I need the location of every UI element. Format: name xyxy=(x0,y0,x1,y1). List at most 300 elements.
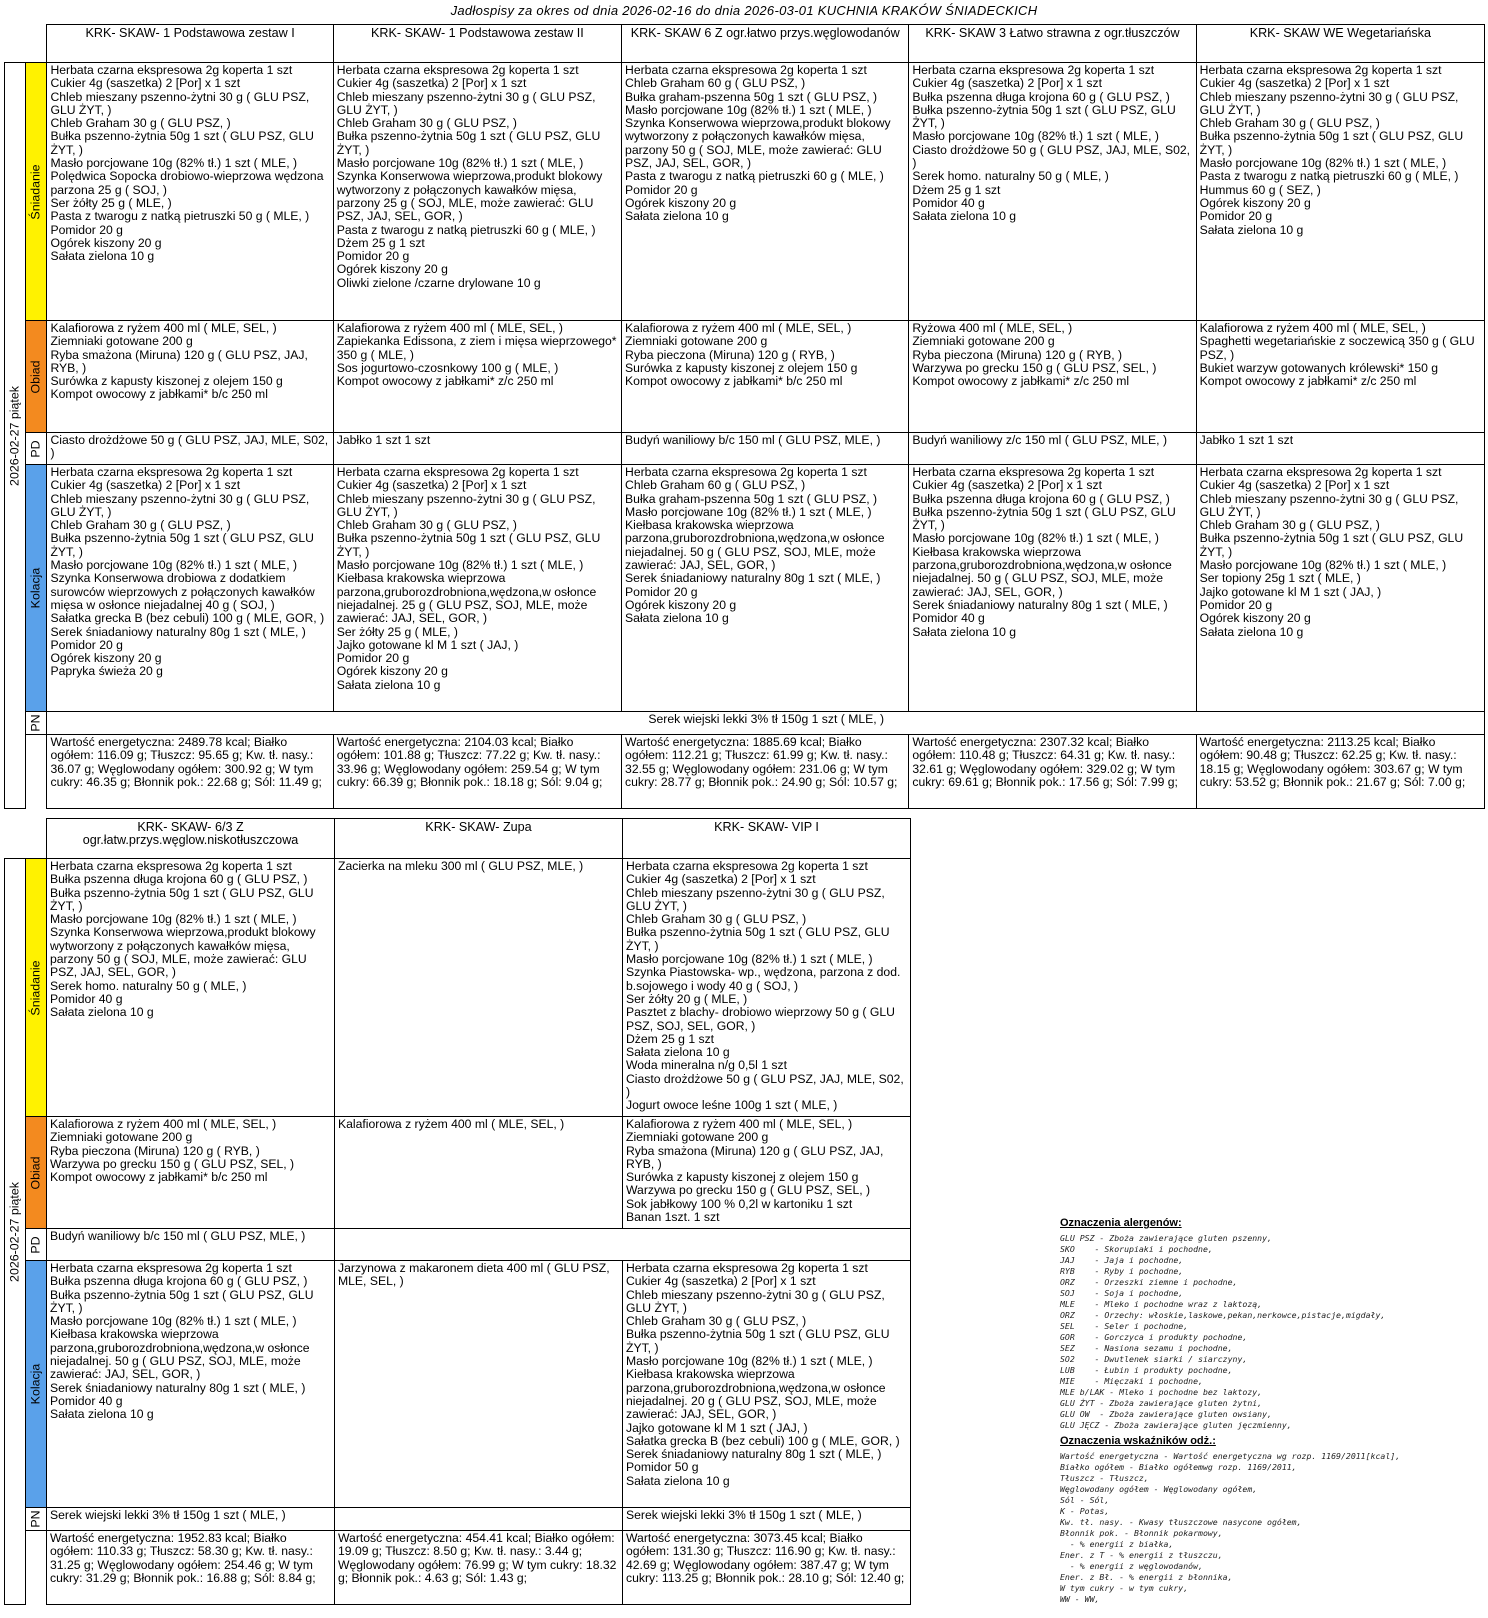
menu-item: Polędwica Sopocka drobiowo-wieprzowa wędzona parzona 25 g ( SOJ, ) xyxy=(50,169,324,197)
menu-item: Masło porcjowane 10g (82% tł.) 1 szt ( MLE, ) xyxy=(1199,156,1447,171)
meal-row-pd xyxy=(5,1229,911,1261)
menu-item: Cukier 4g (saszetka) 2 [Por] x 1 szt xyxy=(336,76,527,91)
menu-item: Pomidor 20 g xyxy=(625,182,698,197)
menu-item: Kalafiorowa z ryżem 400 ml ( MLE, SEL, ) xyxy=(50,1117,277,1131)
menu-item: Bułka pszenno-żytnia 50g 1 szt ( GLU PSZ, GLU ŻYT, ) xyxy=(626,1327,890,1355)
menu-item: Chleb Graham 30 g ( GLU PSZ, ) xyxy=(50,518,231,533)
menu-cell xyxy=(47,63,333,321)
menu-item: Bukiet warzyw gotowanych królewski* 150 g xyxy=(1199,360,1439,375)
menu-item: Pomidor 40 g xyxy=(50,1393,123,1408)
menu-item: Ogórek kiszony 20 g xyxy=(336,262,448,277)
menu-item: Bułka graham-pszenna 50g 1 szt ( GLU PSZ, ) xyxy=(625,491,878,506)
meal-label: Obiad xyxy=(28,1155,43,1190)
menu-item: Sałatka grecka B (bez cebuli) 100 g ( MLE, GOR, ) xyxy=(50,611,325,626)
page-title: Jadłospisy za okres od dnia 2026-02-16 do dnia 2026-03-01 KUCHNIA KRAKÓW ŚNIADECKICH xyxy=(450,3,1038,18)
menu-item: Pomidor 20 g xyxy=(336,651,410,666)
legend-line: - % energii z białka, xyxy=(1060,1539,1174,1549)
menu-item: Chleb mieszany pszenno-żytni 30 g ( GLU PSZ, GLU ŻYT, ) xyxy=(336,491,596,519)
menu-item: Sałatka grecka B (bez cebuli) 100 g ( MLE, GOR, ) xyxy=(626,1433,900,1448)
menu-item: Sałata zielona 10 g xyxy=(912,209,1017,224)
meal-label-cell xyxy=(26,1117,47,1229)
menu-item: Masło porcjowane 10g (82% tł.) 1 szt ( MLE, ) xyxy=(1199,558,1447,573)
legend-line: SEL - Seler i pochodne, xyxy=(1060,1321,1189,1331)
menu-item: Masło porcjowane 10g (82% tł.) 1 szt ( MLE, ) xyxy=(336,558,584,573)
menu-item: Ryba pieczona (Miruna) 120 g ( RYB, ) xyxy=(50,1143,260,1158)
menu-item: Ziemniaki gotowane 200 g xyxy=(50,334,193,349)
menu-item: Masło porcjowane 10g (82% tł.) 1 szt ( MLE, ) xyxy=(50,156,298,171)
allergen-legend-title: Oznaczenia alergenów: xyxy=(1060,1217,1182,1229)
legend-line: - % energii z węglowodanów, xyxy=(1060,1561,1203,1571)
menu-item: Sałata zielona 10 g xyxy=(626,1473,730,1488)
legend-line: GOR - Gorczyca i produkty pochodne, xyxy=(1060,1332,1248,1342)
menu-cell xyxy=(1196,63,1484,321)
menu-item: Pomidor 40 g xyxy=(50,991,123,1006)
menu-item: Warzywa po grecku 150 g ( GLU PSZ, SEL, ) xyxy=(50,1156,295,1171)
menu-cell xyxy=(622,321,909,433)
date-cell xyxy=(5,859,26,1605)
menu-item: Bułka pszenno-żytnia 50g 1 szt ( GLU PSZ, GLU ŻYT, ) xyxy=(50,1287,314,1315)
menu-item: Bułka pszenna długa krojona 60 g ( GLU PSZ, ) xyxy=(50,1274,308,1289)
menu-item: Dżem 25 g 1 szt xyxy=(912,182,1001,197)
menu-item: Kalafiorowa z ryżem 400 ml ( MLE, SEL, ) xyxy=(1199,321,1426,335)
menu-item: Jajko gotowane kl M 1 szt ( JAJ, ) xyxy=(336,637,519,652)
nutrition-cell: Wartość energetyczna: 2113.25 kcal; Białko ogółem: 90.48 g; Tłuszcz: 62.25 g; Kw. tł. nasy.: 18.15 g; Węglowodany ogółem: 303.67 g; W tym cukry: 53.52 g; Błonnik pok.: 21.67 g; Sól: 7.00 g; xyxy=(1196,735,1484,809)
menu-item: Ser żółty 25 g ( MLE, ) xyxy=(50,195,172,210)
legend xyxy=(1060,1217,1480,1605)
legend-line: SEZ - Nasiona sezamu i pochodne, xyxy=(1060,1343,1233,1353)
menu-cell xyxy=(333,433,621,465)
menu-item: Sałata zielona 10 g xyxy=(626,1045,730,1060)
menu-item: Herbata czarna ekspresowa 2g koperta 1 szt xyxy=(1199,465,1442,479)
menu-item: Bułka pszenno-żytnia 50g 1 szt ( GLU PSZ, GLU ŻYT, ) xyxy=(1199,531,1464,559)
menu-item: Masło porcjowane 10g (82% tł.) 1 szt ( MLE, ) xyxy=(912,129,1159,144)
menu-item: Cukier 4g (saszetka) 2 [Por] x 1 szt xyxy=(50,478,241,493)
nutrition-cell: Wartość energetyczna: 3073.45 kcal; Białko ogółem: 131.30 g; Tłuszcz: 116.90 g; Kw. tł. nasy.: 42.69 g; Węglowodany ogółem: 387.47 g; W tym cukry: 113.25 g; Błonnik pok.: 28.10 g; Sól: 12.40 g; xyxy=(623,1531,911,1605)
menu-item: Budyń waniliowy b/c 150 ml ( GLU PSZ, MLE, ) xyxy=(625,433,881,447)
legend-line: SKO - Skorupiaki i pochodne, xyxy=(1060,1244,1213,1254)
menu-item: Kalafiorowa z ryżem 400 ml ( MLE, SEL, ) xyxy=(50,321,277,335)
menu-item: Kalafiorowa z ryżem 400 ml ( MLE, SEL, ) xyxy=(336,321,563,335)
menu-item: Ryba smażona (Miruna) 120 g ( GLU PSZ, JAJ, RYB, ) xyxy=(626,1143,884,1171)
nutrition-legend-title: Oznaczenia wskaźników odż.: xyxy=(1060,1435,1216,1447)
legend-line: Węglowodany ogółem - Węglowodany ogółem, xyxy=(1060,1484,1258,1494)
menu-item: Herbata czarna ekspresowa 2g koperta 1 szt xyxy=(625,465,867,479)
menu-item: Jajko gotowane kl M 1 szt ( JAJ, ) xyxy=(626,1420,808,1435)
menu-item: Masło porcjowane 10g (82% tł.) 1 szt ( MLE, ) xyxy=(626,952,873,967)
meal-label-cell xyxy=(26,712,47,735)
menu-item: Serek homo. naturalny 50 g ( MLE, ) xyxy=(912,169,1109,184)
legend-line: GLU ŻYT - Zboża zawierające gluten żytni, xyxy=(1060,1398,1263,1408)
menu-cell xyxy=(333,321,621,433)
menu-cell xyxy=(909,63,1196,321)
menu-item: Ciasto drożdżowe 50 g ( GLU PSZ, JAJ, MLE, S02, ) xyxy=(50,433,329,461)
menu-item: Ogórek kiszony 20 g xyxy=(1199,195,1311,210)
menu-item: Pomidor 20 g xyxy=(336,249,410,264)
meal-label: Śniadanie xyxy=(28,959,43,1016)
menu-item: Surówka z kapusty kiszonej z olejem 150 g xyxy=(50,374,283,389)
legend-line: Ener. z T - % energii z tłuszczu, xyxy=(1060,1550,1223,1560)
meal-label: Kolacja xyxy=(28,1363,43,1405)
meal-label-cell xyxy=(26,465,47,712)
menu-item: Cukier 4g (saszetka) 2 [Por] x 1 szt xyxy=(1199,478,1390,493)
menu-cell xyxy=(335,859,623,1117)
menu-item: Herbata czarna ekspresowa 2g koperta 1 szt xyxy=(50,63,293,77)
menu-item: Herbata czarna ekspresowa 2g koperta 1 szt xyxy=(1199,63,1442,77)
menu-item: Cukier 4g (saszetka) 2 [Por] x 1 szt xyxy=(1199,76,1390,91)
menu-item: Serek śniadaniowy naturalny 80g 1 szt ( MLE, ) xyxy=(50,624,306,639)
meal-label: PN xyxy=(28,714,43,732)
menu-item: Ogórek kiszony 20 g xyxy=(50,235,162,250)
menu-item: Herbata czarna ekspresowa 2g koperta 1 szt xyxy=(50,859,292,873)
menu-item: Cukier 4g (saszetka) 2 [Por] x 1 szt xyxy=(912,478,1102,493)
menu-item: Serek śniadaniowy naturalny 80g 1 szt ( MLE, ) xyxy=(625,571,881,586)
menu-item: Sałata zielona 10 g xyxy=(625,209,729,224)
menu-cell xyxy=(623,1117,911,1229)
menu-cell xyxy=(909,321,1196,433)
menu-item: Hummus 60 g ( SEZ, ) xyxy=(1199,182,1321,197)
legend-line: W tym cukry - w tym cukry, xyxy=(1060,1583,1189,1593)
menu-item: Kiełbasa krakowska wieprzowa parzona,gruborozdrobniona,wędzona,w osłonce niejadalnej. 50 g ( GLU PSZ, SOJ, MLE, może zawierać: JAJ, SEL, GOR, ) xyxy=(912,544,1172,599)
menu-item: Jajko gotowane kl M 1 szt ( JAJ, ) xyxy=(1199,584,1382,599)
meal-row-sniadanie xyxy=(5,859,911,1117)
menu-item: Herbata czarna ekspresowa 2g koperta 1 szt xyxy=(336,63,579,77)
menu-item: Herbata czarna ekspresowa 2g koperta 1 szt xyxy=(336,465,579,479)
allergen-legend-list xyxy=(1060,1233,1480,1431)
legend-line: LUB - Łubin i produkty pochodne, xyxy=(1060,1365,1233,1375)
legend-line: SO2 - Dwutlenek siarki / siarczyny, xyxy=(1060,1354,1248,1364)
menu-cell xyxy=(1196,465,1484,712)
menu-item: Dżem 25 g 1 szt xyxy=(336,235,425,250)
menu-item: Ciasto drożdżowe 50 g ( GLU PSZ, JAJ, MLE, S02, ) xyxy=(912,142,1191,171)
menu-item: Sałata zielona 10 g xyxy=(1199,624,1304,639)
menu-item: Bułka pszenno-żytnia 50g 1 szt ( GLU PSZ, GLU ŻYT, ) xyxy=(912,102,1176,131)
nutrition-cell: Wartość energetyczna: 2104.03 kcal; Białko ogółem: 101.88 g; Tłuszcz: 77.22 g; Kw. tł. nasy.: 33.96 g; Węglowodany ogółem: 259.54 g; W tym cukry: 66.39 g; Błonnik pok.: 18.18 g; Sól: 9.04 g; xyxy=(333,735,621,809)
menu-item: Oliwki zielone /czarne drylowane 10 g xyxy=(336,275,541,290)
menu-item: Kompot owocowy z jabłkami* b/c 250 ml xyxy=(50,387,268,402)
menu-item: Cukier 4g (saszetka) 2 [Por] x 1 szt xyxy=(50,76,241,91)
menu-item: Pomidor 20 g xyxy=(1199,209,1273,224)
menu-item: Pomidor 50 g xyxy=(626,1460,699,1475)
legend-line: Tłuszcz - Tłuszcz, xyxy=(1060,1473,1149,1483)
menu-item: Chleb mieszany pszenno-żytni 30 g ( GLU PSZ, GLU ŻYT, ) xyxy=(1199,491,1459,519)
menu-item: Ogórek kiszony 20 g xyxy=(625,597,737,612)
menu-item: Chleb Graham 30 g ( GLU PSZ, ) xyxy=(336,518,517,533)
menu-item: Kiełbasa krakowska wieprzowa parzona,gruborozdrobniona,wędzona,w osłonce niejadalnej. 50 g ( GLU PSZ, SOJ, MLE, może zawierać: JAJ, SEL, GOR, ) xyxy=(50,1327,310,1382)
menu-item: Ryba smażona (Miruna) 120 g ( GLU PSZ, JAJ, RYB, ) xyxy=(50,347,308,375)
menu-item: Bułka pszenno-żytnia 50g 1 szt ( GLU PSZ, GLU ŻYT, ) xyxy=(50,885,314,913)
legend-line: MLE b/LAK - Mleko i pochodne bez laktozy, xyxy=(1060,1387,1263,1397)
nutrition-cell: Wartość energetyczna: 1952.83 kcal; Białko ogółem: 110.33 g; Tłuszcz: 58.30 g; Kw. tł. nasy.: 31.25 g; Węglowodany ogółem: 254.46 g; W tym cukry: 31.29 g; Błonnik pok.: 16.88 g; Sól: 8.84 g; xyxy=(47,1531,335,1605)
menu-item: Pasta z twarogu z natką pietruszki 60 g ( MLE, ) xyxy=(1199,169,1459,184)
menu-item: Szynka Konserwowa wieprzowa,produkt blokowy wytworzony z połączonych kawałków mięsa, parzony 50 g ( SOJ, MLE, może zawierać: GLU PSZ, JAJ, SEL, GOR, ) xyxy=(50,925,316,980)
menu-item: Kiełbasa krakowska wieprzowa parzona,gruborozdrobniona,wędzona,w osłonce niejadalnej. 50 g ( GLU PSZ, SOJ, MLE, może zawierać: JAJ, SEL, GOR, ) xyxy=(625,518,885,573)
menu-item: Pomidor 20 g xyxy=(625,584,698,599)
legend-line: SOJ - Soja i pochodne, xyxy=(1060,1288,1184,1298)
nutrition-cell: Wartość energetyczna: 2489.78 kcal; Białko ogółem: 116.09 g; Tłuszcz: 95.65 g; Kw. tł. nasy.: 36.07 g; Węglowodany ogółem: 300.92 g; W tym cukry: 46.35 g; Błonnik pok.: 22.68 g; Sól: 11.49 g; xyxy=(47,735,333,809)
legend-line: GLU OW - Zboża zawierające gluten owsiany, xyxy=(1060,1409,1272,1419)
menu-item: Jogurt owoce leśne 100g 1 szt ( MLE, ) xyxy=(626,1098,838,1113)
menu-cell xyxy=(47,433,333,465)
menu-item: Sałata zielona 10 g xyxy=(336,677,441,692)
menu-item: Pomidor 20 g xyxy=(50,222,123,237)
legend-line: Ener. z Bł. - % energii z błonnika, xyxy=(1060,1572,1233,1582)
meal-row-kolacja xyxy=(5,1261,911,1508)
menu-item: Ser żółty 20 g ( MLE, ) xyxy=(626,991,748,1006)
menu-item: Kalafiorowa z ryżem 400 ml ( MLE, SEL, ) xyxy=(625,321,852,335)
menu-item: Szynka Piastowska- wp., wędzona, parzona z dod. b.sojowego i wody 40 g ( SOJ, ) xyxy=(626,965,901,993)
menu-cell xyxy=(909,465,1196,712)
menu-item: Pasta z twarogu z natką pietruszki 60 g ( MLE, ) xyxy=(625,169,884,184)
menu-cell xyxy=(623,859,911,1117)
legend-line: ORZ - Orzechy: włoskie,laskowe,pekan,nerkowce,pistacje,migdały, xyxy=(1060,1310,1386,1320)
date-cell xyxy=(5,63,26,809)
menu-item: Zacierka na mleku 300 ml ( GLU PSZ, MLE, ) xyxy=(338,859,584,873)
menu-cell xyxy=(47,1261,335,1508)
menu-item: Herbata czarna ekspresowa 2g koperta 1 szt xyxy=(626,1261,868,1275)
menu-item: Spaghetti wegetariańskie z soczewicą 350 g ( GLU PSZ, ) xyxy=(1199,334,1475,362)
diet-header: KRK- SKAW- VIP I xyxy=(623,819,911,859)
menu-item: Herbata czarna ekspresowa 2g koperta 1 szt xyxy=(912,465,1155,479)
menu-item: Bułka pszenno-żytnia 50g 1 szt ( GLU PSZ, GLU ŻYT, ) xyxy=(912,504,1176,533)
menu-item: Zapiekanka Edissona, z ziem i mięsa wieprzowego* 350 g ( MLE, ) xyxy=(336,334,617,362)
menu-item: Jabłko 1 szt 1 szt xyxy=(1199,433,1294,447)
empty-cell xyxy=(335,1229,911,1261)
menu-item: Warzywa po grecku 150 g ( GLU PSZ, SEL, ) xyxy=(626,1183,871,1198)
meal-row-kolacja xyxy=(5,465,1485,712)
legend-line: Białko ogółem - Białko ogółemwg rozp. 1169/2011, xyxy=(1060,1462,1297,1472)
menu-item: Ogórek kiszony 20 g xyxy=(336,664,448,679)
menu-item: Herbata czarna ekspresowa 2g koperta 1 szt xyxy=(50,1261,292,1275)
menu-item: Bułka pszenna długa krojona 60 g ( GLU PSZ, ) xyxy=(50,872,308,887)
menu-item: Ser żółty 25 g ( MLE, ) xyxy=(336,624,458,639)
legend-line: Wartość energetyczna - Wartość energetyczna wg rozp. 1169/2011[kcal], xyxy=(1060,1451,1401,1461)
menu-item: Herbata czarna ekspresowa 2g koperta 1 szt xyxy=(50,465,293,479)
header-row xyxy=(5,25,1485,63)
menu-item: Chleb mieszany pszenno-żytni 30 g ( GLU PSZ, GLU ŻYT, ) xyxy=(626,885,885,913)
legend-line: Kw. tł. nasy. - Kwasy tłuszczowe nasycone ogółem, xyxy=(1060,1517,1302,1527)
meal-label: Obiad xyxy=(28,359,43,394)
menu-item: Bułka pszenno-żytnia 50g 1 szt ( GLU PSZ, GLU ŻYT, ) xyxy=(50,129,314,157)
menu-item: Pomidor 20 g xyxy=(1199,597,1273,612)
menu-item: Surówka z kapusty kiszonej z olejem 150 g xyxy=(625,360,858,375)
menu-cell xyxy=(47,465,333,712)
nutrition-legend-list xyxy=(1060,1451,1480,1605)
menu-item: Papryka świeża 20 g xyxy=(50,664,163,679)
menu-item: Chleb Graham 60 g ( GLU PSZ, ) xyxy=(625,76,806,91)
menu-item: Ogórek kiszony 20 g xyxy=(1199,611,1311,626)
menu-item: Budyń waniliowy z/c 150 ml ( GLU PSZ, MLE, ) xyxy=(912,433,1168,447)
menu-item: Sałata zielona 10 g xyxy=(50,249,155,264)
menu-item: Pasztet z blachy- drobiowo wieprzowy 50 g ( GLU PSZ, SOJ, SEL, GOR, ) xyxy=(626,1005,895,1033)
menu-item: Sałata zielona 10 g xyxy=(1199,222,1304,237)
menu-table-1 xyxy=(4,24,1485,809)
menu-item: Cukier 4g (saszetka) 2 [Por] x 1 szt xyxy=(626,1274,816,1289)
menu-item: Ogórek kiszony 20 g xyxy=(625,195,737,210)
nutrition-row xyxy=(5,1531,911,1605)
diet-header: KRK- SKAW 6 Z ogr.łatwo przys.węglowodanów xyxy=(622,25,909,63)
menu-cell xyxy=(47,1117,335,1229)
menu-item: Pomidor 40 g xyxy=(912,195,985,210)
menu-item: Herbata czarna ekspresowa 2g koperta 1 szt xyxy=(912,63,1155,77)
menu-item: Serek homo. naturalny 50 g ( MLE, ) xyxy=(50,978,247,993)
meal-label: PN xyxy=(28,1510,43,1528)
menu-cell xyxy=(622,63,909,321)
meal-row-pn xyxy=(5,1508,911,1531)
legend-line: ORZ - Orzeszki ziemne i pochodne, xyxy=(1060,1277,1238,1287)
menu-cell xyxy=(335,1117,623,1229)
menu-item: Masło porcjowane 10g (82% tł.) 1 szt ( MLE, ) xyxy=(625,102,872,117)
menu-cell xyxy=(335,1508,623,1531)
menu-item: Pomidor 20 g xyxy=(50,637,123,652)
meal-label-cell xyxy=(26,859,47,1117)
menu-item: Bułka pszenno-żytnia 50g 1 szt ( GLU PSZ, GLU ŻYT, ) xyxy=(1199,129,1464,157)
menu-item: Chleb Graham 60 g ( GLU PSZ, ) xyxy=(625,478,806,493)
menu-item: Kalafiorowa z ryżem 400 ml ( MLE, SEL, ) xyxy=(338,1117,565,1131)
legend-line: Sól - Sól, xyxy=(1060,1495,1110,1505)
menu-item: Chleb Graham 30 g ( GLU PSZ, ) xyxy=(1199,518,1380,533)
menu-item: Chleb Graham 30 g ( GLU PSZ, ) xyxy=(626,912,807,927)
menu-item: Banan 1szt. 1 szt xyxy=(626,1210,720,1225)
meal-row-pn xyxy=(5,712,1485,735)
meal-row-pd xyxy=(5,433,1485,465)
menu-item: Sałata zielona 10 g xyxy=(912,624,1017,639)
menu-item: Chleb mieszany pszenno-żytni 30 g ( GLU PSZ, GLU ŻYT, ) xyxy=(1199,89,1459,117)
meal-label: PD xyxy=(28,439,43,458)
menu-item: Bułka pszenno-żytnia 50g 1 szt ( GLU PSZ, GLU ŻYT, ) xyxy=(626,925,890,953)
menu-cell xyxy=(47,321,333,433)
nutrition-cell: Wartość energetyczna: 454.41 kcal; Białko ogółem: 19.09 g; Tłuszcz: 8.50 g; Kw. tł. nasy.: 3.44 g; Węglowodany ogółem: 76.99 g; W tym cukry: 18.32 g; Błonnik pok.: 4.63 g; Sól: 1.43 g; xyxy=(335,1531,623,1605)
menu-item: Pasta z twarogu z natką pietruszki 60 g ( MLE, ) xyxy=(336,222,596,237)
menu-item: Sok jabłkowy 100 % 0,2l w kartoniku 1 szt xyxy=(626,1196,853,1211)
legend-line: MIE - Mięczaki i pochodne, xyxy=(1060,1376,1203,1386)
menu-item: Szynka Konserwowa wieprzowa,produkt blokowy wytworzony z połączonych kawałków mięsa, parzony 50 g ( SOJ, MLE, może zawierać: GLU PSZ, JAJ, SEL, GOR, ) xyxy=(625,116,891,171)
diet-header: KRK- SKAW- 1 Podstawowa zestaw II xyxy=(333,25,621,63)
meal-label-cell xyxy=(26,321,47,433)
menu-item: Ryba pieczona (Miruna) 120 g ( RYB, ) xyxy=(625,347,835,362)
meal-row-obiad xyxy=(5,321,1485,433)
diet-header: KRK- SKAW WE Wegetariańska xyxy=(1196,25,1484,63)
menu-item: Bułka pszenno-żytnia 50g 1 szt ( GLU PSZ, GLU ŻYT, ) xyxy=(336,531,601,559)
menu-item: Serek śniadaniowy naturalny 80g 1 szt ( MLE, ) xyxy=(626,1447,882,1462)
menu-item: Dżem 25 g 1 szt xyxy=(626,1031,715,1046)
meal-label-cell xyxy=(26,63,47,321)
menu-item: Serek śniadaniowy naturalny 80g 1 szt ( MLE, ) xyxy=(912,597,1168,612)
meal-label: Kolacja xyxy=(28,567,43,609)
menu-item: Sos jogurtowo-czosnkowy 100 g ( MLE, ) xyxy=(336,360,559,375)
legend-line: GLU JĘCZ - Zboża zawierające gluten jęczmienny, xyxy=(1060,1420,1292,1430)
menu-cell xyxy=(1196,321,1484,433)
nutrition-cell: Wartość energetyczna: 2307.32 kcal; Białko ogółem: 110.48 g; Tłuszcz: 64.31 g; Kw. tł. nasy.: 32.61 g; Węglowodany ogółem: 329.02 g; W tym cukry: 69.61 g; Błonnik pok.: 17.56 g; Sól: 7.99 g; xyxy=(909,735,1196,809)
menu-cell xyxy=(622,433,909,465)
menu-item: Bułka pszenna długa krojona 60 g ( GLU PSZ, ) xyxy=(912,89,1170,104)
menu-item: Bułka pszenna długa krojona 60 g ( GLU PSZ, ) xyxy=(912,491,1170,506)
nutrition-cell: Wartość energetyczna: 1885.69 kcal; Białko ogółem: 112.21 g; Tłuszcz: 61.99 g; Kw. tł. nasy.: 32.55 g; Węglowodany ogółem: 231.06 g; W tym cukry: 28.77 g; Błonnik pok.: 24.90 g; Sól: 10.57 g; xyxy=(622,735,909,809)
menu-item: Ogórek kiszony 20 g xyxy=(50,651,162,666)
diet-header: KRK- SKAW- Zupa xyxy=(335,819,623,859)
meal-row-sniadanie xyxy=(5,63,1485,321)
menu-item: Ser topiony 25g 1 szt ( MLE, ) xyxy=(1199,571,1361,586)
menu-item: Szynka Konserwowa wieprzowa,produkt blokowy wytworzony z połączonych kawałków mięsa, parzony 25 g ( SOJ, MLE, może zawierać: GLU PSZ, JAJ, SEL, GOR, ) xyxy=(336,169,603,224)
menu-cell: Serek wiejski lekki 3% tł 150g 1 szt ( MLE, ) xyxy=(623,1508,911,1531)
menu-item: Cukier 4g (saszetka) 2 [Por] x 1 szt xyxy=(336,478,527,493)
menu-cell xyxy=(47,1229,335,1261)
menu-item: Sałata zielona 10 g xyxy=(625,611,729,626)
menu-item: Szynka Konserwowa drobiowa z dodatkiem surowców wieprzowych z połączonych kawałków mięsa w osłonce niejadalnej 40 g ( SOJ, ) xyxy=(50,571,315,612)
menu-item: Chleb Graham 30 g ( GLU PSZ, ) xyxy=(336,116,517,131)
menu-table-2 xyxy=(4,818,911,1605)
menu-item: Chleb Graham 30 g ( GLU PSZ, ) xyxy=(1199,116,1380,131)
menu-item: Jabłko 1 szt 1 szt xyxy=(336,433,431,447)
header-row xyxy=(5,819,911,859)
date-label: 2026-02-27 piątek xyxy=(7,1181,22,1282)
menu-item: Masło porcjowane 10g (82% tł.) 1 szt ( MLE, ) xyxy=(625,504,872,519)
menu-item: Chleb mieszany pszenno-żytni 30 g ( GLU PSZ, GLU ŻYT, ) xyxy=(626,1287,885,1315)
menu-item: Ziemniaki gotowane 200 g xyxy=(625,334,768,349)
legend-line: GLU PSZ - Zboża zawierające gluten pszenny, xyxy=(1060,1233,1272,1243)
menu-cell xyxy=(909,433,1196,465)
nutrition-row xyxy=(5,735,1485,809)
menu-item: Herbata czarna ekspresowa 2g koperta 1 szt xyxy=(626,859,868,873)
diet-header: KRK- SKAW- 1 Podstawowa zestaw I xyxy=(47,25,333,63)
meal-label-cell xyxy=(26,433,47,465)
menu-item: Cukier 4g (saszetka) 2 [Por] x 1 szt xyxy=(626,872,816,887)
menu-cell xyxy=(623,1261,911,1508)
menu-item: Chleb mieszany pszenno-żytni 30 g ( GLU PSZ, GLU ŻYT, ) xyxy=(50,89,310,117)
menu-item: Kompot owocowy z jabłkami* z/c 250 ml xyxy=(1199,374,1417,389)
menu-item: Masło porcjowane 10g (82% tł.) 1 szt ( MLE, ) xyxy=(626,1354,873,1369)
menu-item: Masło porcjowane 10g (82% tł.) 1 szt ( MLE, ) xyxy=(336,156,584,171)
meal-label: PD xyxy=(28,1235,43,1254)
menu-item: Kalafiorowa z ryżem 400 ml ( MLE, SEL, ) xyxy=(626,1117,853,1131)
menu-item: Bułka pszenno-żytnia 50g 1 szt ( GLU PSZ, GLU ŻYT, ) xyxy=(336,129,601,157)
menu-item: Surówka z kapusty kiszonej z olejem 150 g xyxy=(626,1170,859,1185)
legend-line: RYB - Ryby i pochodne, xyxy=(1060,1266,1184,1276)
menu-item: Masło porcjowane 10g (82% tł.) 1 szt ( MLE, ) xyxy=(912,531,1159,546)
diet-header: KRK- SKAW- 6/3 Z ogr.łatw.przys.węglow.niskotłuszczowa xyxy=(47,819,335,859)
legend-line: MLE - Mleko i pochodne wraz z laktozą, xyxy=(1060,1299,1263,1309)
menu-item: Ryżowa 400 ml ( MLE, SEL, ) xyxy=(912,321,1073,335)
diet-header: KRK- SKAW 3 Łatwo strawna z ogr.tłuszczów xyxy=(909,25,1196,63)
menu-cell: Serek wiejski lekki 3% tł 150g 1 szt ( MLE, ) xyxy=(47,712,1485,735)
menu-item: Ziemniaki gotowane 200 g xyxy=(626,1130,769,1145)
menu-item: Kompot owocowy z jabłkami* b/c 250 ml xyxy=(625,374,843,389)
menu-item: Cukier 4g (saszetka) 2 [Por] x 1 szt xyxy=(912,76,1102,91)
menu-item: Kompot owocowy z jabłkami* z/c 250 ml xyxy=(912,374,1130,389)
menu-item: Serek śniadaniowy naturalny 80g 1 szt ( MLE, ) xyxy=(50,1380,306,1395)
menu-item: Chleb mieszany pszenno-żytni 30 g ( GLU PSZ, GLU ŻYT, ) xyxy=(50,491,310,519)
menu-item: Kiełbasa krakowska wieprzowa parzona,gruborozdrobniona,wędzona,w osłonce niejadalnej. 20 g ( GLU PSZ, SOJ, MLE, może zawierać: JAJ, SEL, GOR, ) xyxy=(626,1367,886,1422)
menu-item: Ciasto drożdżowe 50 g ( GLU PSZ, JAJ, MLE, S02, ) xyxy=(626,1071,904,1100)
menu-item: Warzywa po grecku 150 g ( GLU PSZ, SEL, ) xyxy=(912,360,1157,375)
menu-cell xyxy=(1196,433,1484,465)
menu-item: Kompot owocowy z jabłkami* z/c 250 ml xyxy=(336,374,554,389)
menu-item: Ziemniaki gotowane 200 g xyxy=(50,1130,193,1145)
menu-item: Bułka pszenno-żytnia 50g 1 szt ( GLU PSZ, GLU ŻYT, ) xyxy=(50,531,314,559)
menu-item: Woda mineralna n/g 0,5l 1 szt xyxy=(626,1058,788,1073)
legend-line: Błonnik pok. - Błonnik pokarmowy, xyxy=(1060,1528,1223,1538)
menu-item: Budyń waniliowy b/c 150 ml ( GLU PSZ, MLE, ) xyxy=(50,1229,306,1243)
legend-line: JAJ - Jaja i pochodne, xyxy=(1060,1255,1184,1265)
legend-line: WW - WW, xyxy=(1060,1594,1100,1604)
menu-item: Kompot owocowy z jabłkami* b/c 250 ml xyxy=(50,1170,268,1185)
menu-item: Masło porcjowane 10g (82% tł.) 1 szt ( MLE, ) xyxy=(50,558,298,573)
menu-item: Chleb mieszany pszenno-żytni 30 g ( GLU PSZ, GLU ŻYT, ) xyxy=(336,89,596,117)
meal-label-cell xyxy=(26,1508,47,1531)
menu-item: Pasta z twarogu z natką pietruszki 50 g ( MLE, ) xyxy=(50,209,310,224)
menu-item: Masło porcjowane 10g (82% tł.) 1 szt ( MLE, ) xyxy=(50,1314,297,1329)
date-label: 2026-02-27 piątek xyxy=(7,385,22,486)
menu-cell xyxy=(333,465,621,712)
